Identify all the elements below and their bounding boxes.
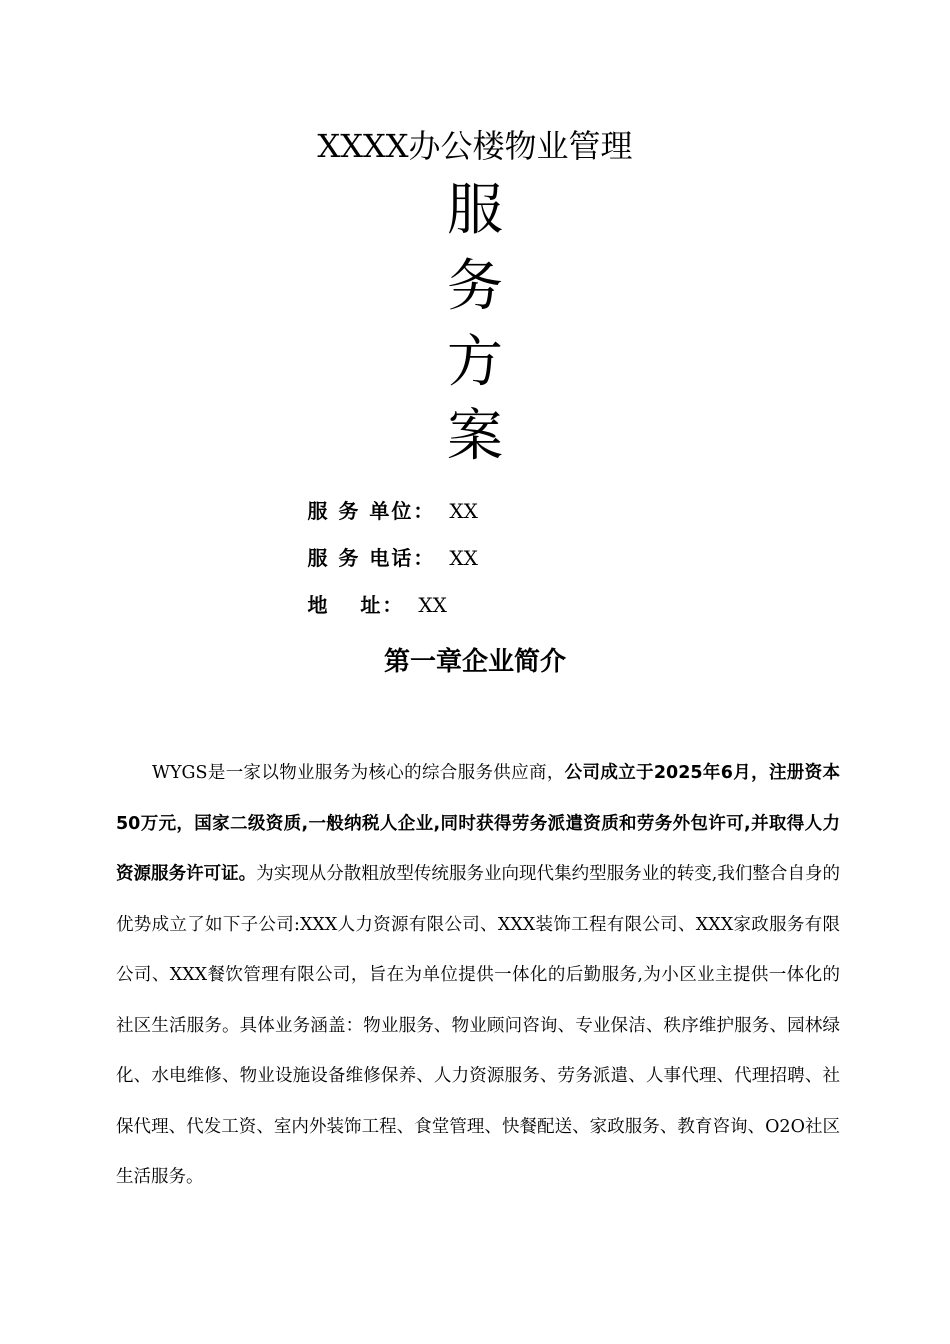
- para-text-start: WYGS是一家以物业服务为核心的综合服务供应商，: [152, 763, 565, 783]
- info-value: XX: [418, 593, 447, 617]
- cover-char-1: 服: [447, 178, 503, 243]
- info-label: 服 务 单位：: [307, 499, 436, 523]
- document-title: XXXX办公楼物业管理: [317, 127, 633, 165]
- cover-char-2: 务: [447, 254, 503, 319]
- info-label: 地 址：: [307, 593, 405, 617]
- chapter-heading: 第一章企业简介: [383, 647, 566, 677]
- info-value: XX: [449, 499, 478, 523]
- para-text-bold: 公司成立于2025年6月，注册资本50万元，国家二级资质,一般纳税人企业,同时获得劳务派遣资质和劳务外包许可,并取得人力资源服务许可证。: [116, 763, 840, 884]
- cover-char-4: 案: [447, 404, 503, 469]
- cover-char-3: 方: [447, 330, 503, 395]
- info-value: XX: [449, 546, 478, 570]
- company-intro-paragraph: [116, 748, 840, 1203]
- info-label: 服 务 电话：: [307, 546, 436, 570]
- info-row-address: [282, 560, 447, 650]
- para-text-rest: 为实现从分散粗放型传统服务业向现代集约型服务业的转变,我们整合自身的优势成立了如下子公司:XXX人力资源有限公司、XXX装饰工程有限公司、XXX家政服务有限公司、XXX餐饮管理有限公司，旨在为单位提供一体化的后勤服务,为小区业主提供一体化的社区生活服务。具体业务涵盖：物业服务、物业顾问咨询、专业保洁、秩序维护服务、园林绿化、水电维修、物业设施设备维修保养、人力资源服务、劳务派遣、人事代理、代理招聘、社保代理、代发工资、室内外装饰工程、食堂管理、快餐配送、家政服务、教育咨询、O2O社区生活服务。: [116, 864, 841, 1187]
